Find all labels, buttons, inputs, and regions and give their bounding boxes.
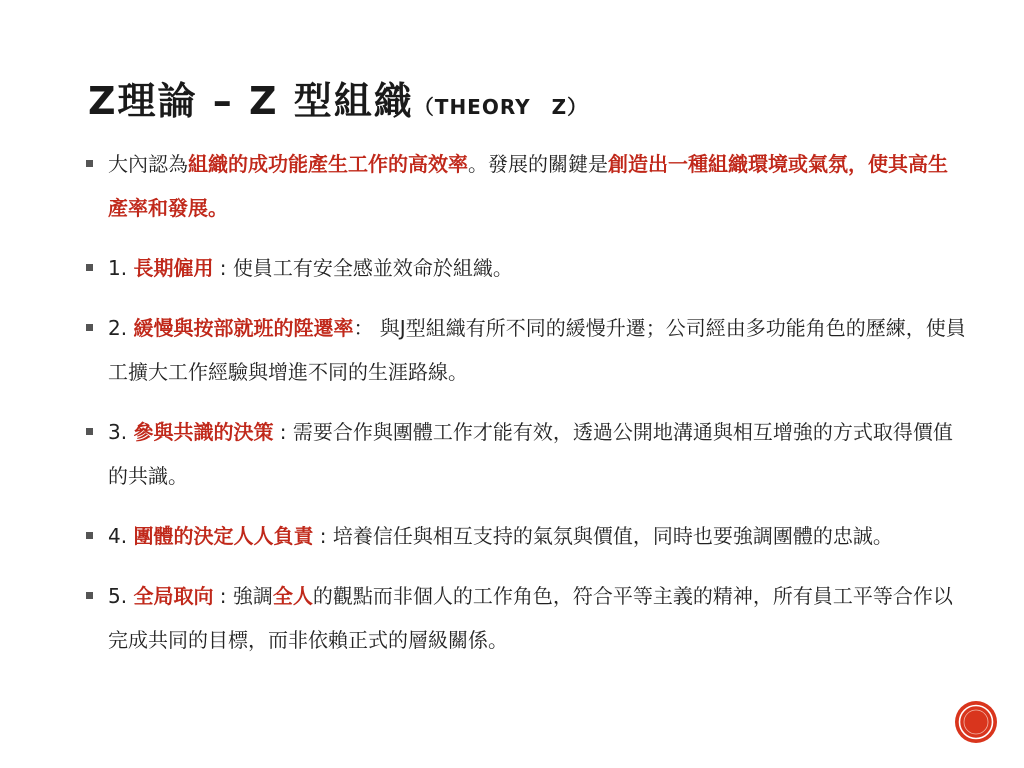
bullet-text: 4. bbox=[108, 524, 134, 548]
bullet-text: 2. bbox=[108, 316, 134, 340]
bullet-text: 1. bbox=[108, 256, 134, 280]
bullet-item bbox=[86, 514, 966, 558]
slide-title-main: Z理論 – Z 型組織 bbox=[88, 79, 414, 123]
bullet-marker-icon bbox=[86, 592, 93, 599]
bullet-text: 。發展的關鍵是 bbox=[468, 152, 608, 176]
bullet-item bbox=[86, 574, 966, 662]
circle-logo-icon bbox=[954, 700, 998, 744]
bullet-marker-icon bbox=[86, 532, 93, 539]
bullet-emphasis-text: 創造出一種組織環境或氣氛，使其高生產率和發展。 bbox=[108, 152, 948, 220]
bullet-marker-icon bbox=[86, 324, 93, 331]
bullet-marker-icon bbox=[86, 428, 93, 435]
bullet-emphasis-text: 組織的成功能產生工作的高效率 bbox=[188, 152, 468, 176]
bullet-item bbox=[86, 410, 966, 498]
bullet-text: 的觀點而非個人的工作角色，符合平等主義的精神，所有員工平等合作以完成共同的目標，而非依賴正式的層級關係。 bbox=[108, 584, 953, 652]
bullet-item bbox=[86, 246, 966, 290]
bullet-list bbox=[86, 142, 966, 678]
bullet-item bbox=[86, 142, 966, 230]
slide-title bbox=[88, 70, 588, 125]
bullet-text: : 培養信任與相互支持的氣氛與價值，同時也要強調團體的忠誠。 bbox=[313, 524, 893, 548]
bullet-text: : 強調 bbox=[213, 584, 273, 608]
bullet-text: 5. bbox=[108, 584, 134, 608]
bullet-text: : 需要合作與團體工作才能有效，透過公開地溝通與相互增強的方式取得價值的共識。 bbox=[108, 420, 953, 488]
bullet-emphasis-text: 緩慢與按部就班的陞遷率 bbox=[133, 316, 354, 340]
bullet-text: 大內認為 bbox=[108, 152, 188, 176]
bullet-text: : 使員工有安全感並效命於組織。 bbox=[213, 256, 513, 280]
slide-title-sub: （THEORY Z） bbox=[413, 95, 589, 119]
bullet-emphasis-text: 團體的決定人人負責 bbox=[133, 524, 314, 548]
bullet-text: 3. bbox=[108, 420, 134, 444]
bullet-item bbox=[86, 306, 966, 394]
bullet-emphasis-text: 長期僱用 bbox=[133, 256, 214, 280]
bullet-emphasis-text: 全局取向 bbox=[133, 584, 214, 608]
bullet-marker-icon bbox=[86, 264, 93, 271]
bullet-emphasis-text: 參與共識的決策 bbox=[133, 420, 274, 444]
bullet-emphasis-text: 全人 bbox=[272, 584, 313, 608]
bullet-text: ： 與J型組織有所不同的緩慢升遷；公司經由多功能角色的歷練，使員工擴大工作經驗與增進不同的生涯路線。 bbox=[108, 316, 966, 384]
bullet-marker-icon bbox=[86, 160, 93, 167]
